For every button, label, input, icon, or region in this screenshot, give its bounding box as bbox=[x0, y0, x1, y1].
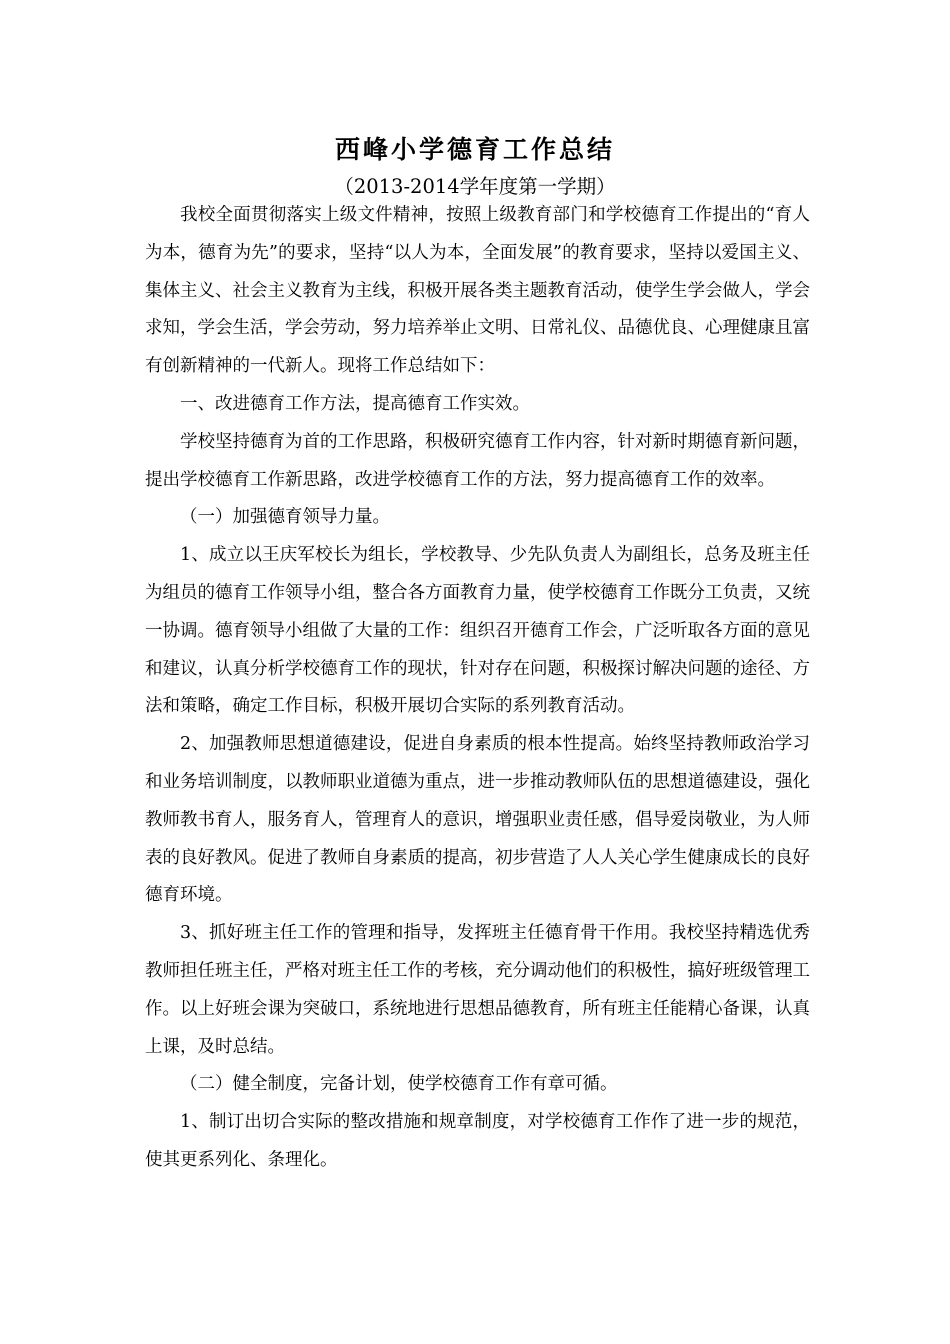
subsection-heading-2: （二）健全制度，完备计划，使学校德育工作有章可循。 bbox=[180, 1074, 618, 1095]
paragraph-item-3: 3、抓好班主任工作的管理和指导，发挥班主任德育骨干作用。我校坚持精选优秀教师担任班主任，严格对班主任工作的考核，充分调动他们的积极性，搞好班级管理工作。以上好班会课为突破口，系统地进行思想品德教育，所有班主任能精心备课，认真上课，及时总结。 bbox=[145, 923, 810, 1057]
paragraph-item-1: 1、成立以王庆军校长为组长，学校教导、少先队负责人为副组长，总务及班主任为组员的德育工作领导小组，整合各方面教育力量，使学校德育工作既分工负责，又统一协调。德育领导小组做了大量的工作：组织召开德育工作会，广泛听取各方面的意见和建议，认真分析学校德育工作的现状，针对存在问题，积极探讨解决问题的途径、方法和策略，确定工作目标，积极开展切合实际的系列教育活动。 bbox=[145, 545, 810, 717]
document-subtitle: （2013-2014学年度第一学期） bbox=[334, 175, 616, 198]
document-body bbox=[145, 197, 810, 1180]
paragraph-intro: 我校全面贯彻落实上级文件精神，按照上级教育部门和学校德育工作提出的“育人为本，德育为先”的要求，坚持“以人为本，全面发展”的教育要求，坚持以爱国主义、集体主义、社会主义教育为主线，积极开展各类主题教育活动，使学生学会做人，学会求知，学会生活，学会劳动，努力培养举止文明、日常礼仪、品德优良、心理健康且富有创新精神的一代新人。现将工作总结如下： bbox=[145, 205, 810, 377]
paragraph-item-2: 2、加强教师思想道德建设，促进自身素质的根本性提高。始终坚持教师政治学习和业务培训制度，以教师职业道德为重点，进一步推动教师队伍的思想道德建设，强化教师教书育人，服务育人，管理育人的意识，增强职业责任感，倡导爱岗敬业，为人师表的良好教风。促进了教师自身素质的提高，初步营造了人人关心学生健康成长的良好德育环境。 bbox=[145, 734, 810, 906]
subsection-heading-1: （一）加强德育领导力量。 bbox=[180, 507, 390, 528]
section-heading-1: 一、改进德育工作方法，提高德育工作实效。 bbox=[180, 393, 530, 414]
paragraph-approach: 学校坚持德育为首的工作思路，积极研究德育工作内容，针对新时期德育新问题，提出学校德育工作新思路，改进学校德育工作的方法，努力提高德育工作的效率。 bbox=[145, 431, 810, 490]
document-title: 西峰小学德育工作总结 bbox=[334, 135, 615, 164]
paragraph-item-4: 1、制订出切合实际的整改措施和规章制度，对学校德育工作作了进一步的规范，使其更系列化、条理化。 bbox=[145, 1112, 810, 1170]
